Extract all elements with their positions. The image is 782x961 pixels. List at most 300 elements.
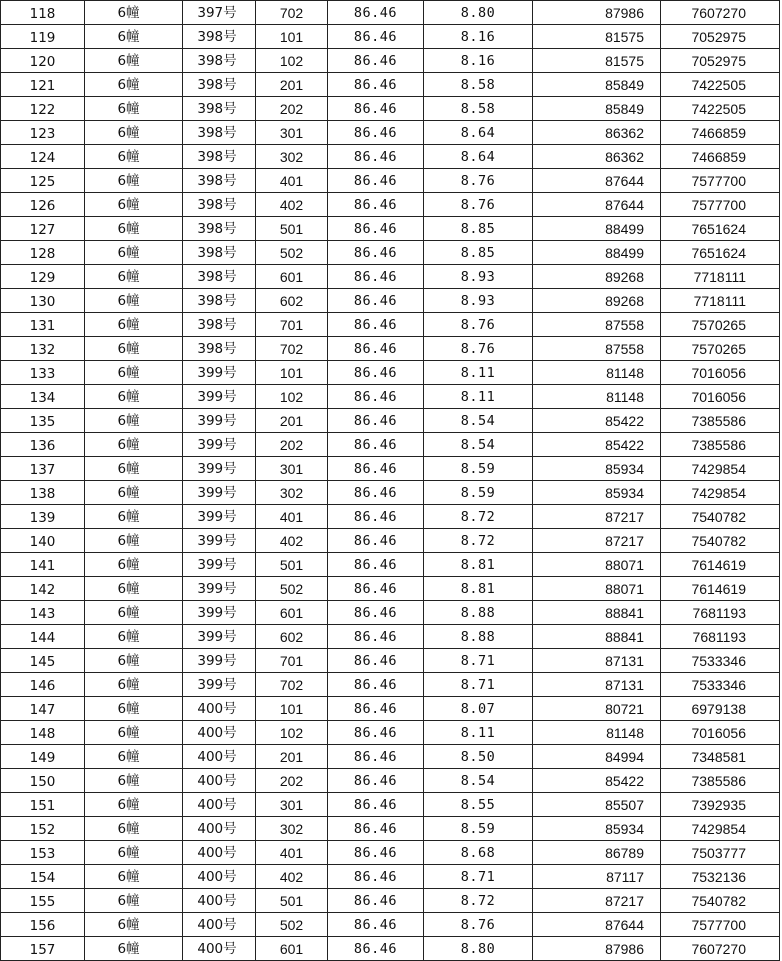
table-row [1,385,780,409]
row-number-cell: 127 [1,217,85,241]
table-row [1,553,780,577]
total-price-cell: 7429854 [661,481,780,505]
area-cell: 86.46 [328,841,424,865]
building-cell: 6幢 [85,433,183,457]
row-number-cell: 153 [1,841,85,865]
row-number-cell: 147 [1,697,85,721]
unit-cell: 399号 [183,361,256,385]
area-cell: 86.46 [328,193,424,217]
room-cell: 101 [256,25,328,49]
building-cell: 6幢 [85,793,183,817]
room-cell: 101 [256,697,328,721]
total-price-cell: 7570265 [661,313,780,337]
table-row [1,97,780,121]
total-price-cell: 7614619 [661,553,780,577]
room-cell: 601 [256,601,328,625]
table-row [1,145,780,169]
unit-cell: 399号 [183,529,256,553]
room-cell: 702 [256,673,328,697]
unit-price-cell: 86789 [533,841,661,865]
building-cell: 6幢 [85,601,183,625]
room-cell: 201 [256,745,328,769]
room-cell: 401 [256,841,328,865]
table-row [1,529,780,553]
table-row [1,457,780,481]
room-cell: 701 [256,649,328,673]
unit-cell: 398号 [183,169,256,193]
unit-price-cell: 87131 [533,673,661,697]
row-number-cell: 121 [1,73,85,97]
table-row [1,25,780,49]
building-cell: 6幢 [85,457,183,481]
total-price-cell: 7422505 [661,73,780,97]
building-cell: 6幢 [85,649,183,673]
ratio-cell: 8.88 [424,601,533,625]
unit-cell: 400号 [183,721,256,745]
table-row [1,169,780,193]
area-cell: 86.46 [328,505,424,529]
room-cell: 402 [256,193,328,217]
area-cell: 86.46 [328,49,424,73]
room-cell: 601 [256,265,328,289]
table-row [1,817,780,841]
building-cell: 6幢 [85,745,183,769]
table-row [1,673,780,697]
total-price-cell: 7607270 [661,1,780,25]
ratio-cell: 8.76 [424,913,533,937]
total-price-cell: 7466859 [661,121,780,145]
unit-price-cell: 86362 [533,121,661,145]
ratio-cell: 8.72 [424,529,533,553]
area-cell: 86.46 [328,673,424,697]
unit-price-cell: 88841 [533,601,661,625]
table-row [1,481,780,505]
area-cell: 86.46 [328,889,424,913]
ratio-cell: 8.59 [424,457,533,481]
area-cell: 86.46 [328,313,424,337]
room-cell: 302 [256,817,328,841]
unit-cell: 400号 [183,769,256,793]
table-row [1,241,780,265]
building-cell: 6幢 [85,625,183,649]
unit-price-cell: 87644 [533,169,661,193]
unit-cell: 400号 [183,889,256,913]
unit-cell: 399号 [183,577,256,601]
unit-cell: 400号 [183,745,256,769]
total-price-cell: 7614619 [661,577,780,601]
unit-price-cell: 87131 [533,649,661,673]
unit-price-cell: 81148 [533,361,661,385]
area-cell: 86.46 [328,25,424,49]
ratio-cell: 8.85 [424,217,533,241]
table-row [1,745,780,769]
unit-cell: 400号 [183,697,256,721]
row-number-cell: 141 [1,553,85,577]
room-cell: 602 [256,289,328,313]
row-number-cell: 154 [1,865,85,889]
area-cell: 86.46 [328,721,424,745]
unit-cell: 398号 [183,337,256,361]
area-cell: 86.46 [328,601,424,625]
unit-cell: 398号 [183,217,256,241]
ratio-cell: 8.11 [424,385,533,409]
table-row [1,49,780,73]
area-cell: 86.46 [328,289,424,313]
ratio-cell: 8.93 [424,289,533,313]
row-number-cell: 118 [1,1,85,25]
row-number-cell: 157 [1,937,85,961]
building-cell: 6幢 [85,529,183,553]
unit-cell: 398号 [183,193,256,217]
room-cell: 301 [256,457,328,481]
row-number-cell: 139 [1,505,85,529]
unit-price-cell: 87217 [533,889,661,913]
unit-price-cell: 81148 [533,721,661,745]
row-number-cell: 151 [1,793,85,817]
building-cell: 6幢 [85,49,183,73]
total-price-cell: 7385586 [661,409,780,433]
unit-price-cell: 85849 [533,97,661,121]
room-cell: 202 [256,433,328,457]
building-cell: 6幢 [85,409,183,433]
table-row [1,577,780,601]
table-row [1,889,780,913]
ratio-cell: 8.58 [424,73,533,97]
room-cell: 102 [256,385,328,409]
total-price-cell: 7577700 [661,913,780,937]
room-cell: 401 [256,505,328,529]
row-number-cell: 156 [1,913,85,937]
unit-cell: 398号 [183,49,256,73]
unit-cell: 399号 [183,649,256,673]
room-cell: 501 [256,889,328,913]
unit-price-cell: 87217 [533,505,661,529]
room-cell: 301 [256,793,328,817]
row-number-cell: 138 [1,481,85,505]
unit-cell: 399号 [183,673,256,697]
ratio-cell: 8.68 [424,841,533,865]
total-price-cell: 7533346 [661,649,780,673]
unit-price-cell: 80721 [533,697,661,721]
row-number-cell: 137 [1,457,85,481]
ratio-cell: 8.76 [424,313,533,337]
unit-price-cell: 88841 [533,625,661,649]
row-number-cell: 122 [1,97,85,121]
table-body [1,1,780,961]
area-cell: 86.46 [328,769,424,793]
table-row [1,625,780,649]
room-cell: 302 [256,145,328,169]
area-cell: 86.46 [328,385,424,409]
unit-price-cell: 85422 [533,409,661,433]
unit-price-cell: 87644 [533,913,661,937]
total-price-cell: 7540782 [661,889,780,913]
row-number-cell: 131 [1,313,85,337]
table-row [1,217,780,241]
total-price-cell: 7348581 [661,745,780,769]
ratio-cell: 8.71 [424,865,533,889]
total-price-cell: 7577700 [661,193,780,217]
area-cell: 86.46 [328,577,424,601]
area-cell: 86.46 [328,649,424,673]
unit-cell: 399号 [183,601,256,625]
row-number-cell: 130 [1,289,85,313]
unit-cell: 400号 [183,817,256,841]
total-price-cell: 7607270 [661,937,780,961]
row-number-cell: 140 [1,529,85,553]
room-cell: 301 [256,121,328,145]
table-row [1,265,780,289]
unit-cell: 398号 [183,265,256,289]
table-row [1,1,780,25]
ratio-cell: 8.11 [424,721,533,745]
table-row [1,937,780,961]
total-price-cell: 7052975 [661,25,780,49]
total-price-cell: 7466859 [661,145,780,169]
building-cell: 6幢 [85,25,183,49]
area-cell: 86.46 [328,457,424,481]
row-number-cell: 123 [1,121,85,145]
ratio-cell: 8.50 [424,745,533,769]
unit-price-cell: 87644 [533,193,661,217]
table-row [1,361,780,385]
ratio-cell: 8.76 [424,169,533,193]
building-cell: 6幢 [85,241,183,265]
unit-cell: 398号 [183,121,256,145]
table-row [1,697,780,721]
ratio-cell: 8.11 [424,361,533,385]
unit-cell: 399号 [183,553,256,577]
row-number-cell: 134 [1,385,85,409]
room-cell: 402 [256,529,328,553]
area-cell: 86.46 [328,169,424,193]
total-price-cell: 7016056 [661,721,780,745]
ratio-cell: 8.54 [424,433,533,457]
building-cell: 6幢 [85,289,183,313]
area-cell: 86.46 [328,121,424,145]
unit-cell: 400号 [183,793,256,817]
building-cell: 6幢 [85,721,183,745]
ratio-cell: 8.81 [424,577,533,601]
total-price-cell: 7503777 [661,841,780,865]
ratio-cell: 8.55 [424,793,533,817]
building-cell: 6幢 [85,769,183,793]
building-cell: 6幢 [85,553,183,577]
room-cell: 702 [256,1,328,25]
unit-cell: 400号 [183,865,256,889]
unit-cell: 399号 [183,457,256,481]
area-cell: 86.46 [328,217,424,241]
row-number-cell: 144 [1,625,85,649]
room-cell: 502 [256,241,328,265]
building-cell: 6幢 [85,313,183,337]
building-cell: 6幢 [85,337,183,361]
unit-price-cell: 87117 [533,865,661,889]
area-cell: 86.46 [328,241,424,265]
area-cell: 86.46 [328,481,424,505]
building-cell: 6幢 [85,673,183,697]
table-row [1,865,780,889]
total-price-cell: 7429854 [661,817,780,841]
ratio-cell: 8.93 [424,265,533,289]
ratio-cell: 8.54 [424,409,533,433]
row-number-cell: 124 [1,145,85,169]
ratio-cell: 8.64 [424,121,533,145]
total-price-cell: 7422505 [661,97,780,121]
room-cell: 701 [256,313,328,337]
row-number-cell: 145 [1,649,85,673]
building-cell: 6幢 [85,865,183,889]
unit-cell: 399号 [183,385,256,409]
room-cell: 501 [256,553,328,577]
total-price-cell: 7533346 [661,673,780,697]
table-row [1,793,780,817]
total-price-cell: 7681193 [661,625,780,649]
building-cell: 6幢 [85,169,183,193]
building-cell: 6幢 [85,505,183,529]
unit-price-cell: 87558 [533,337,661,361]
area-cell: 86.46 [328,433,424,457]
building-cell: 6幢 [85,121,183,145]
table-row [1,505,780,529]
building-cell: 6幢 [85,841,183,865]
ratio-cell: 8.16 [424,49,533,73]
room-cell: 101 [256,361,328,385]
unit-price-cell: 88499 [533,241,661,265]
total-price-cell: 7718111 [661,265,780,289]
total-price-cell: 7385586 [661,433,780,457]
room-cell: 202 [256,769,328,793]
building-cell: 6幢 [85,1,183,25]
ratio-cell: 8.72 [424,505,533,529]
unit-cell: 400号 [183,913,256,937]
row-number-cell: 132 [1,337,85,361]
room-cell: 602 [256,625,328,649]
unit-price-cell: 85422 [533,433,661,457]
area-cell: 86.46 [328,409,424,433]
area-cell: 86.46 [328,817,424,841]
table-row [1,913,780,937]
row-number-cell: 119 [1,25,85,49]
table-row [1,313,780,337]
ratio-cell: 8.71 [424,649,533,673]
row-number-cell: 135 [1,409,85,433]
room-cell: 601 [256,937,328,961]
ratio-cell: 8.72 [424,889,533,913]
building-cell: 6幢 [85,265,183,289]
row-number-cell: 146 [1,673,85,697]
unit-price-cell: 81575 [533,49,661,73]
unit-cell: 398号 [183,313,256,337]
table-row [1,433,780,457]
building-cell: 6幢 [85,145,183,169]
area-cell: 86.46 [328,529,424,553]
total-price-cell: 7718111 [661,289,780,313]
ratio-cell: 8.88 [424,625,533,649]
ratio-cell: 8.76 [424,337,533,361]
room-cell: 401 [256,169,328,193]
total-price-cell: 7429854 [661,457,780,481]
building-cell: 6幢 [85,73,183,97]
unit-cell: 400号 [183,841,256,865]
room-cell: 302 [256,481,328,505]
building-cell: 6幢 [85,385,183,409]
row-number-cell: 136 [1,433,85,457]
table-row [1,337,780,361]
ratio-cell: 8.81 [424,553,533,577]
ratio-cell: 8.58 [424,97,533,121]
room-cell: 501 [256,217,328,241]
total-price-cell: 7385586 [661,769,780,793]
area-cell: 86.46 [328,865,424,889]
area-cell: 86.46 [328,97,424,121]
table-row [1,289,780,313]
total-price-cell: 7392935 [661,793,780,817]
ratio-cell: 8.80 [424,937,533,961]
unit-cell: 399号 [183,505,256,529]
building-cell: 6幢 [85,193,183,217]
row-number-cell: 149 [1,745,85,769]
row-number-cell: 129 [1,265,85,289]
unit-price-cell: 89268 [533,265,661,289]
row-number-cell: 150 [1,769,85,793]
unit-price-cell: 85507 [533,793,661,817]
total-price-cell: 6979138 [661,697,780,721]
unit-cell: 399号 [183,433,256,457]
unit-cell: 397号 [183,1,256,25]
area-cell: 86.46 [328,265,424,289]
unit-price-cell: 87986 [533,1,661,25]
table-row [1,601,780,625]
total-price-cell: 7016056 [661,361,780,385]
building-cell: 6幢 [85,481,183,505]
building-cell: 6幢 [85,889,183,913]
unit-cell: 398号 [183,97,256,121]
unit-price-cell: 87986 [533,937,661,961]
total-price-cell: 7681193 [661,601,780,625]
room-cell: 201 [256,73,328,97]
total-price-cell: 7016056 [661,385,780,409]
ratio-cell: 8.16 [424,25,533,49]
unit-price-cell: 81575 [533,25,661,49]
area-cell: 86.46 [328,793,424,817]
row-number-cell: 126 [1,193,85,217]
total-price-cell: 7651624 [661,241,780,265]
unit-cell: 398号 [183,241,256,265]
building-cell: 6幢 [85,577,183,601]
total-price-cell: 7052975 [661,49,780,73]
table-row [1,841,780,865]
room-cell: 201 [256,409,328,433]
unit-price-cell: 88499 [533,217,661,241]
table-row [1,73,780,97]
room-cell: 102 [256,721,328,745]
row-number-cell: 152 [1,817,85,841]
unit-price-cell: 85934 [533,481,661,505]
unit-price-cell: 86362 [533,145,661,169]
ratio-cell: 8.07 [424,697,533,721]
row-number-cell: 125 [1,169,85,193]
total-price-cell: 7651624 [661,217,780,241]
row-number-cell: 148 [1,721,85,745]
unit-cell: 398号 [183,25,256,49]
building-cell: 6幢 [85,937,183,961]
area-cell: 86.46 [328,553,424,577]
building-cell: 6幢 [85,913,183,937]
unit-cell: 399号 [183,409,256,433]
unit-cell: 398号 [183,73,256,97]
unit-price-cell: 88071 [533,577,661,601]
